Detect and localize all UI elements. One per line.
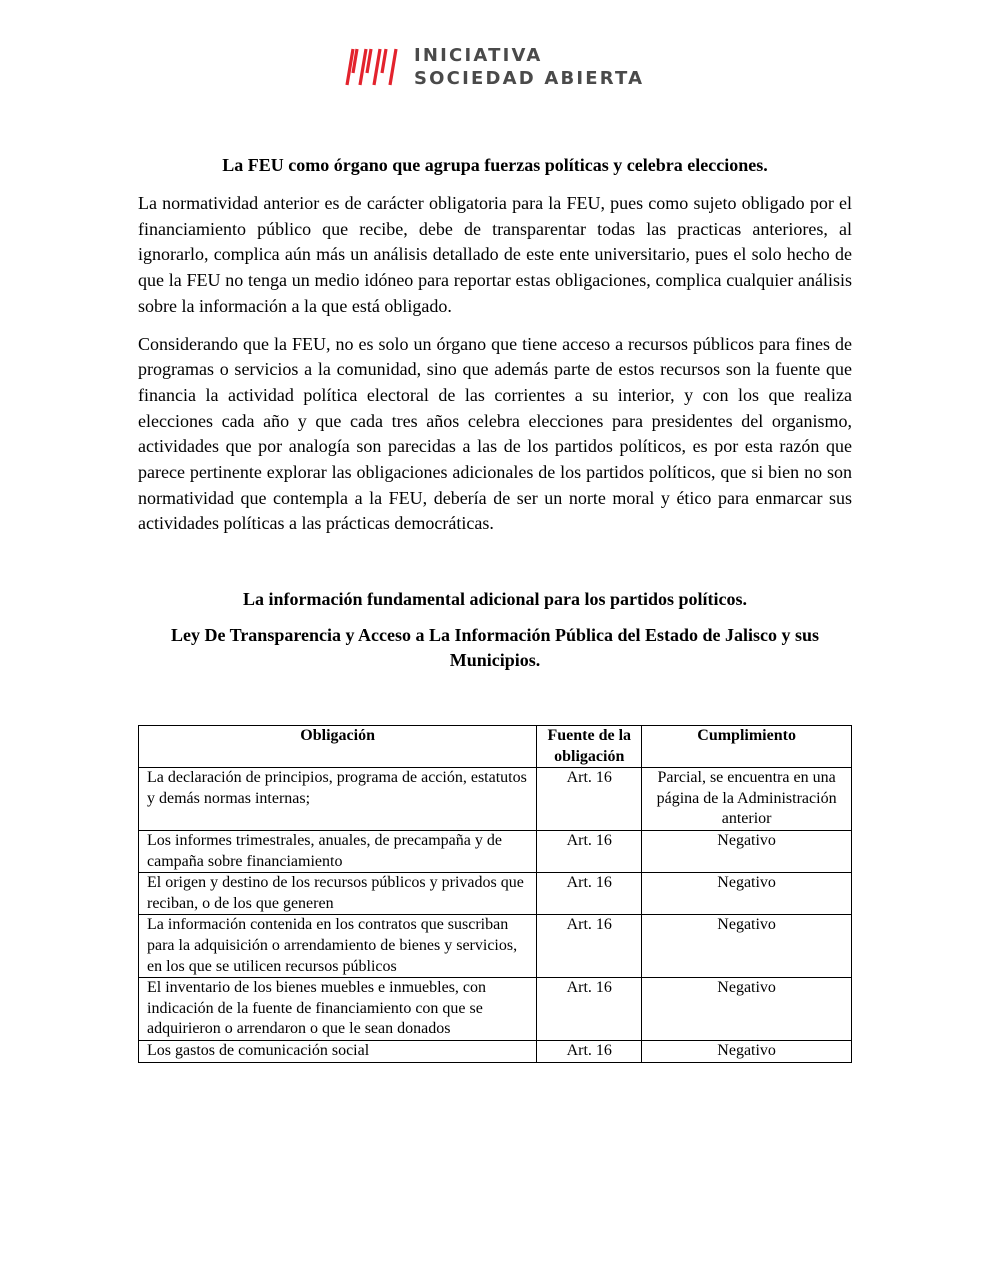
paragraph-1: La normatividad anterior es de carácter obligatoria para la FEU, pues como sujeto obligado por el financiamiento público que recibe, debe de transparentar todas las practicas anteriores, al ignorarlo, complica aún más un análisis detallado de este ente universitario, pues el solo hecho de que la FEU no tenga un medio idóneo para reportar estas obligaciones, complica cualquier análisis sobre la información a la que está obligado. bbox=[138, 193, 852, 316]
section-heading-partidos: La información fundamental adicional para los partidos políticos. bbox=[242, 589, 748, 610]
cell-cumplimiento: Parcial, se encuentra en una página de la Administración anterior bbox=[642, 768, 852, 831]
cell-obligacion: Los informes trimestrales, anuales, de precampaña y de campaña sobre financiamiento bbox=[139, 830, 537, 872]
table-row bbox=[139, 830, 852, 872]
table-row bbox=[139, 978, 852, 1041]
organization-logo bbox=[344, 42, 644, 92]
logo-wordmark bbox=[414, 44, 644, 90]
cell-fuente: Art. 16 bbox=[537, 978, 642, 1041]
cell-fuente: Art. 16 bbox=[537, 1040, 642, 1062]
cell-obligacion: El origen y destino de los recursos públicos y privados que reciban, o de los que generen bbox=[139, 873, 537, 915]
logo-slash-mark-icon bbox=[344, 45, 402, 89]
cell-cumplimiento: Negativo bbox=[642, 915, 852, 978]
header-fuente: Fuente de la obligación bbox=[537, 726, 642, 768]
table-header-row bbox=[139, 726, 852, 768]
cell-obligacion: Los gastos de comunicación social bbox=[139, 1040, 537, 1062]
cell-fuente: Art. 16 bbox=[537, 873, 642, 915]
header-cumplimiento: Cumplimiento bbox=[642, 726, 852, 768]
cell-cumplimiento: Negativo bbox=[642, 978, 852, 1041]
cell-fuente: Art. 16 bbox=[537, 768, 642, 831]
table-row bbox=[139, 768, 852, 831]
section-heading-feu: La FEU como órgano que agrupa fuerzas políticas y celebra elecciones. bbox=[222, 155, 768, 175]
cell-obligacion: La información contenida en los contratos que suscriban para la adquisición o arrendamiento de bienes y servicios, en los que se utilicen recursos públicos bbox=[139, 915, 537, 978]
document-body bbox=[138, 150, 852, 673]
cell-fuente: Art. 16 bbox=[537, 915, 642, 978]
cell-cumplimiento: Negativo bbox=[642, 873, 852, 915]
header-obligacion: Obligación bbox=[139, 726, 537, 768]
cell-fuente: Art. 16 bbox=[537, 830, 642, 872]
table-row bbox=[139, 915, 852, 978]
logo-line-1: INICIATIVA bbox=[414, 45, 543, 66]
cell-obligacion: El inventario de los bienes muebles e inmuebles, con indicación de la fuente de financiamiento con que se adquirieron o arrendaron o que le sean donados bbox=[139, 978, 537, 1041]
cell-cumplimiento: Negativo bbox=[642, 830, 852, 872]
table-row bbox=[139, 873, 852, 915]
logo-line-2: SOCIEDAD ABIERTA bbox=[414, 68, 645, 89]
obligations-table bbox=[138, 725, 852, 1063]
cell-obligacion: La declaración de principios, programa de acción, estatutos y demás normas internas; bbox=[139, 768, 537, 831]
table-row bbox=[139, 1040, 852, 1062]
paragraph-2: Considerando que la FEU, no es solo un órgano que tiene acceso a recursos públicos para fines de programas o servicios a la comunidad, sino que además parte de estos recursos son la fuente que financia la actividad política electoral de las corrientes a su interior, y con los que realiza elecciones cada año y que cada tres años celebra elecciones para presidentes del organismo, actividades que por analogía son parecidas a las de los partidos políticos, es por esta razón que parece pertinente explorar las obligaciones adicionales de los partidos políticos, que si bien no son normatividad que contempla a la FEU, debería de ser un norte moral y ético para enmarcar sus actividades políticas a las prácticas democráticas. bbox=[138, 333, 852, 534]
cell-cumplimiento: Negativo bbox=[642, 1040, 852, 1062]
law-title-heading: Ley De Transparencia y Acceso a La Información Pública del Estado de Jalisco y sus Municipios. bbox=[170, 625, 820, 671]
